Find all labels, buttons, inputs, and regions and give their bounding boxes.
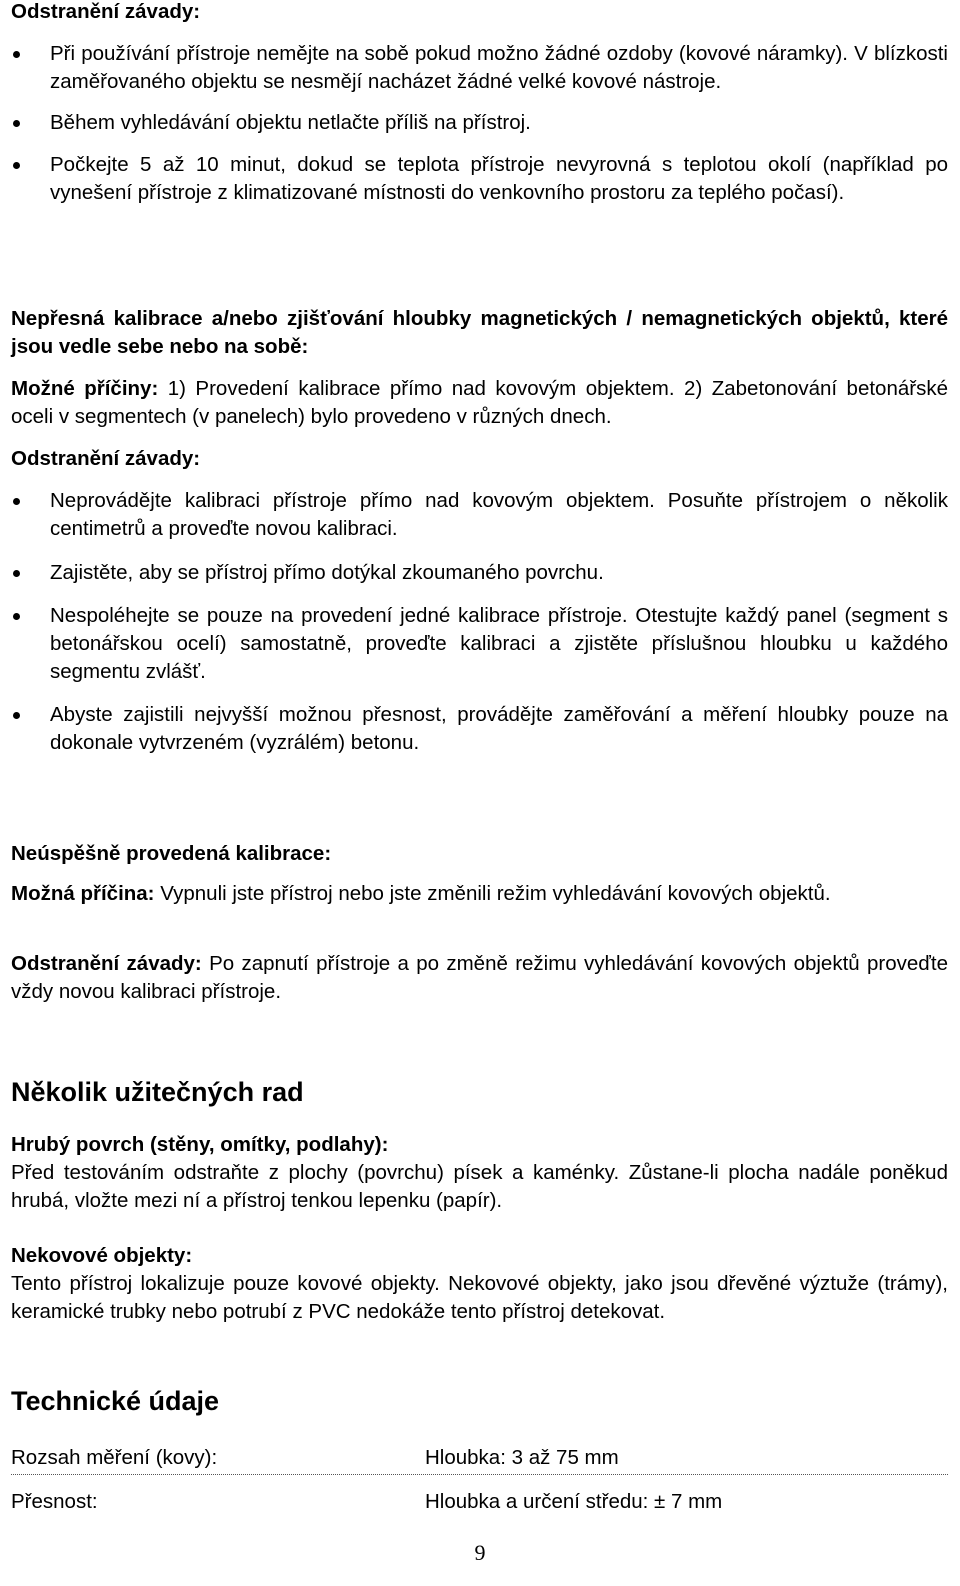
- tips-title: Několik užitečných rad: [11, 1077, 304, 1107]
- spec-value: Hloubka: 3 až 75 mm: [425, 1446, 619, 1469]
- causes-text: 1) Provedení kalibrace přímo nad kovovým objektem. 2) Zabetonování betonářské oceli v segmentech (v panelech) bylo provedeno v různých dnech.: [11, 377, 948, 428]
- specs-title: Technické údaje: [11, 1386, 220, 1416]
- problem-heading-calibration: Nepřesná kalibrace a/nebo zjišťování hloubky magnetických / nemagnetických objektů, které jsou vedle sebe nebo na sobě:: [11, 307, 948, 358]
- list-item-text: Neprovádějte kalibraci přístroje přímo nad kovovým objektem. Posuňte přístrojem o několik centimetrů a proveďte novou kalibraci.: [50, 489, 948, 540]
- list-item-text: Během vyhledávání objektu netlačte příliš na přístroj.: [50, 111, 531, 134]
- list-item: [11, 40, 948, 96]
- list-item-text: Počkejte 5 až 10 minut, dokud se teplota přístroje nevyrovná s teplotou okolí (například po vynešení přístroje z klimatizované místnosti do venkovního prostoru za teplého počasí).: [50, 153, 948, 204]
- bullet-icon: [13, 120, 20, 127]
- fix-paragraph: [11, 950, 948, 1006]
- list-item: [11, 559, 948, 587]
- bullet-icon: [13, 162, 20, 169]
- list-item-text: Abyste zajistili nejvyšší možnou přesnost, provádějte zaměřování a měření hloubky pouze na dokonale vytvrzeném (vyzrálém) betonu.: [50, 703, 948, 754]
- list-item-text: Nespoléhejte se pouze na provedení jedné kalibrace přístroje. Otestujte každý panel (segment s betonářskou ocelí) samostatně, proveďte kalibraci a zjistěte příslušnou hloubku u každého segmentu zvlášť.: [50, 604, 948, 683]
- bullet-icon: [13, 498, 20, 505]
- fix-label: Odstranění závady:: [11, 952, 202, 975]
- list-item: [11, 701, 948, 757]
- bullet-icon: [13, 51, 20, 58]
- rough-surface-text: Před testováním odstraňte z plochy (povrchu) písek a kaménky. Zůstane-li plocha nadále poněkud hrubá, vložte mezi ní a přístroj tenkou lepenku (papír).: [11, 1161, 948, 1212]
- bullet-icon: [13, 712, 20, 719]
- causes-label: Možné příčiny:: [11, 377, 159, 400]
- cause-label: Možná příčina:: [11, 882, 155, 905]
- list-item-text: Zajistěte, aby se přístroj přímo dotýkal zkoumaného povrchu.: [50, 561, 604, 584]
- fix-heading-1: Odstranění závady:: [11, 0, 201, 23]
- rough-surface-heading: Hrubý povrch (stěny, omítky, podlahy):: [11, 1133, 389, 1156]
- nonmetal-heading: Nekovové objekty:: [11, 1244, 193, 1267]
- list-item: [11, 487, 948, 543]
- table-divider: [11, 1474, 948, 1475]
- spec-label: Přesnost:: [11, 1490, 98, 1513]
- possible-causes-paragraph: [11, 375, 948, 431]
- nonmetal-text: Tento přístroj lokalizuje pouze kovové objekty. Nekovové objekty, jako jsou dřevěné výztuže (trámy), keramické trubky nebo potrubí z PVC nedokáže tento přístroj detekovat.: [11, 1272, 948, 1323]
- possible-cause-paragraph: [11, 880, 948, 908]
- problem-heading-failed-calibration: Neúspěšně provedená kalibrace:: [11, 842, 332, 865]
- cause-text: Vypnuli jste přístroj nebo jste změnili režim vyhledávání kovových objektů.: [154, 882, 831, 905]
- spec-label: Rozsah měření (kovy):: [11, 1446, 218, 1469]
- bullet-icon: [13, 613, 20, 620]
- list-item: [11, 151, 948, 207]
- list-item-text: Při používání přístroje nemějte na sobě pokud možno žádné ozdoby (kovové náramky). V blízkosti zaměřovaného objektu se nesmějí nacházet žádné velké kovové nástroje.: [50, 42, 948, 93]
- fix-heading-2: Odstranění závady:: [11, 447, 201, 470]
- page-number: 9: [474, 1540, 486, 1565]
- list-item: [11, 602, 948, 686]
- fix-text: Po zapnutí přístroje a po změně režimu vyhledávání kovových objektů proveďte vždy novou kalibraci přístroje.: [11, 952, 948, 1003]
- spec-value: Hloubka a určení středu: ± 7 mm: [425, 1490, 723, 1513]
- list-item: [11, 109, 948, 137]
- bullet-icon: [13, 570, 20, 577]
